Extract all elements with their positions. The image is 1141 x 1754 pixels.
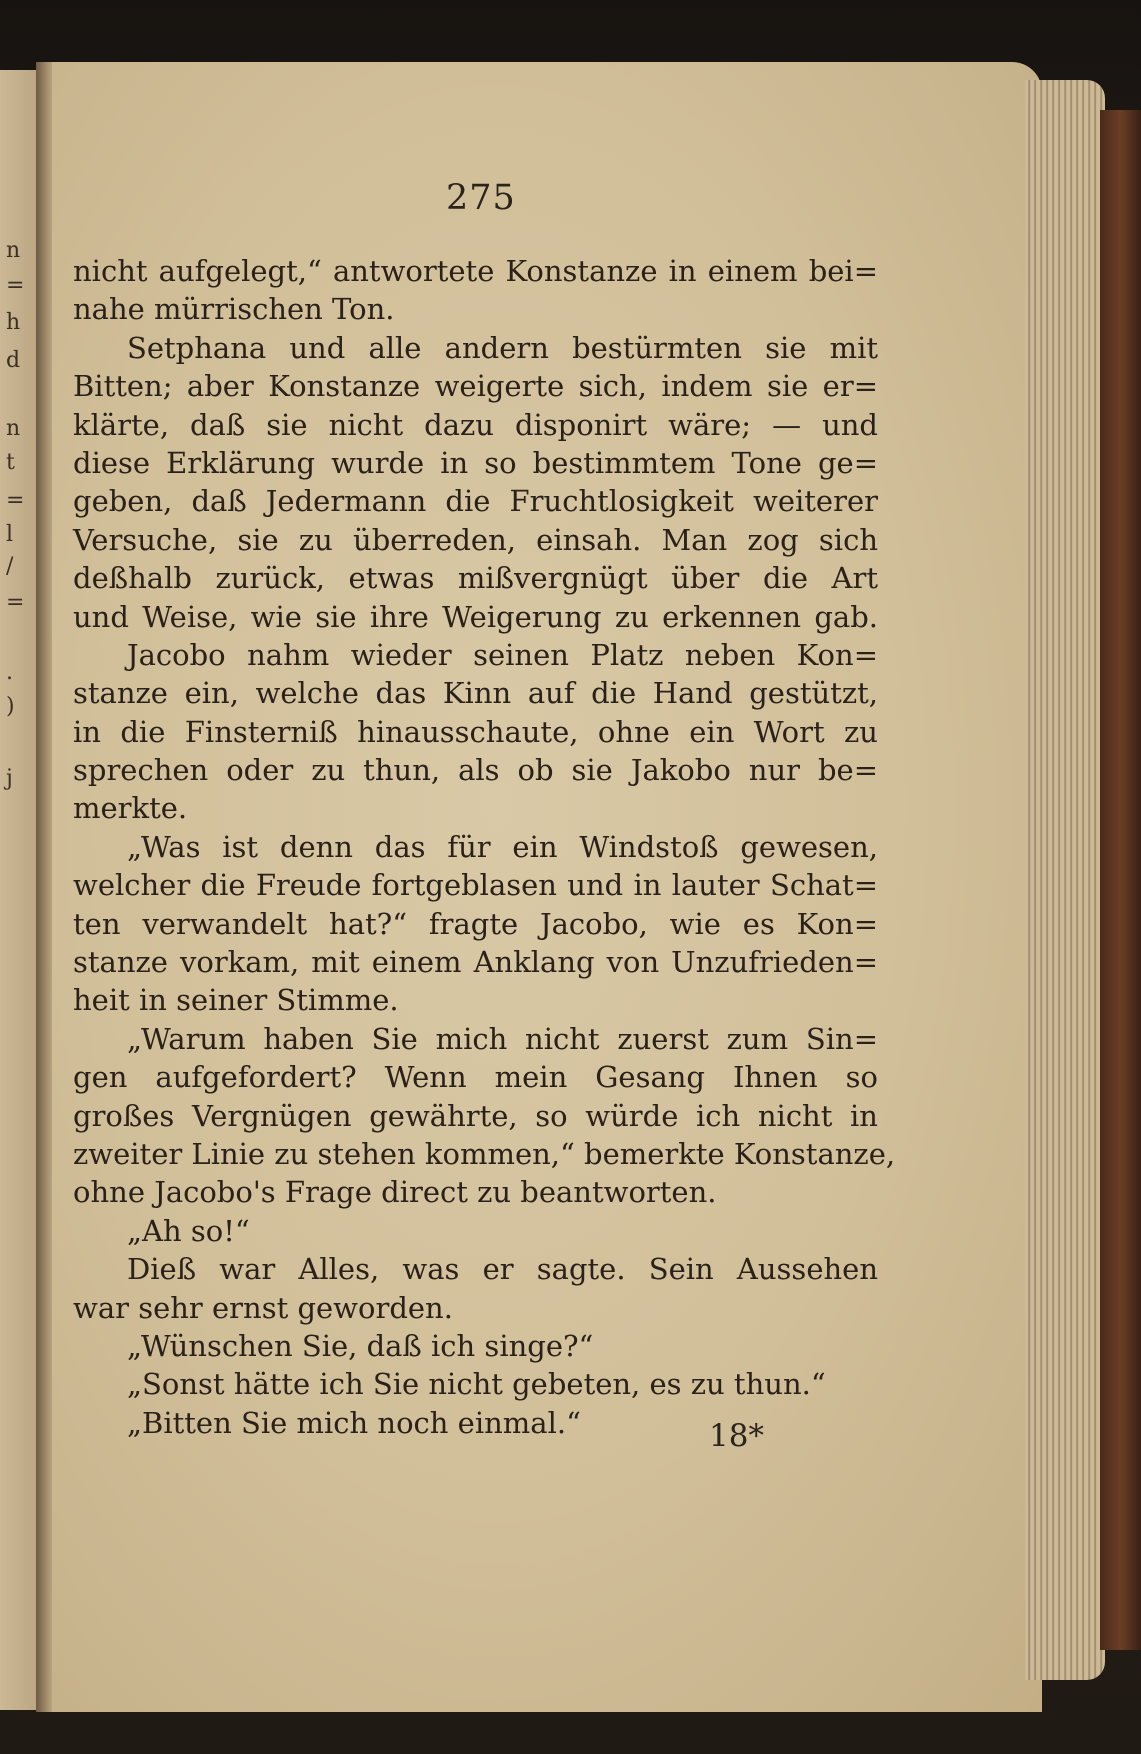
signature-mark: 18* bbox=[709, 1418, 764, 1454]
text-line: „Sonst hätte ich Sie nicht gebeten, es zu thun.“ bbox=[127, 1367, 826, 1402]
margin-fragment: j bbox=[6, 766, 13, 791]
text-line: Bitten; aber Konstanze weigerte sich, indem sie er= bbox=[73, 369, 878, 404]
page-number: 275 bbox=[446, 178, 516, 218]
text-line: Jacobo nahm wieder seinen Platz neben Kon= bbox=[127, 637, 878, 672]
text-line: klärte, daß sie nicht dazu disponirt wäre; — und bbox=[73, 407, 878, 442]
text-line: „Wünschen Sie, daß ich singe?“ bbox=[127, 1328, 594, 1363]
text-line: welcher die Freude fortgeblasen und in lauter Schat= bbox=[73, 868, 878, 903]
margin-fragment: = bbox=[6, 273, 25, 298]
margin-fragment: t bbox=[6, 450, 15, 475]
text-line: gen aufgefordert? Wenn mein Gesang Ihnen so bbox=[73, 1060, 878, 1095]
page-edges bbox=[1025, 80, 1105, 1680]
text-line: ten verwandelt hat?“ fragte Jacobo, wie es Kon= bbox=[73, 906, 878, 941]
margin-fragment: = bbox=[6, 488, 25, 513]
text-line: „Bitten Sie mich noch einmal.“ bbox=[127, 1405, 581, 1440]
text-line: stanze vorkam, mit einem Anklang von Unzufrieden= bbox=[73, 945, 878, 980]
text-line: ohne Jacobo's Frage direct zu beantworten. bbox=[73, 1175, 717, 1210]
text-line: großes Vergnügen gewährte, so würde ich nicht in bbox=[73, 1098, 878, 1133]
text-line: und Weise, wie sie ihre Weigerung zu erkennen gab. bbox=[73, 599, 878, 634]
text-line: diese Erklärung wurde in so bestimmtem Tone ge= bbox=[73, 445, 878, 480]
margin-fragment: n bbox=[6, 416, 21, 441]
margin-fragment: n bbox=[6, 238, 21, 263]
text-line: Setphana und alle andern bestürmten sie mit bbox=[127, 330, 878, 365]
text-line: sprechen oder zu thun, als ob sie Jakobo nur be= bbox=[73, 753, 878, 788]
margin-fragment: = bbox=[6, 590, 25, 615]
margin-fragment: ) bbox=[6, 694, 15, 719]
text-line: „Ah so!“ bbox=[127, 1213, 250, 1248]
left-page-edge bbox=[0, 70, 40, 1710]
margin-fragment: d bbox=[6, 348, 21, 373]
margin-fragment: h bbox=[6, 310, 21, 335]
body-text bbox=[73, 252, 896, 1442]
text-line: „Warum haben Sie mich nicht zuerst zum Sin= bbox=[127, 1021, 878, 1056]
left-margin-fragments bbox=[6, 70, 32, 1710]
text-line: Versuche, sie zu überreden, einsah. Man zog sich bbox=[73, 522, 878, 557]
text-line: geben, daß Jedermann die Fruchtlosigkeit weiterer bbox=[73, 484, 878, 519]
margin-fragment: . bbox=[6, 660, 13, 685]
text-line: Dieß war Alles, was er sagte. Sein Aussehen bbox=[127, 1252, 878, 1287]
text-line: nicht aufgelegt,“ antwortete Konstanze in einem bei= bbox=[73, 254, 878, 288]
text-line: merkte. bbox=[73, 791, 188, 826]
book-cover-edge bbox=[1100, 110, 1141, 1650]
text-line: in die Finsterniß hinausschaute, ohne ein Wort zu bbox=[73, 714, 878, 749]
margin-fragment: / bbox=[6, 554, 14, 579]
margin-fragment: l bbox=[6, 522, 14, 547]
text-line: war sehr ernst geworden. bbox=[73, 1290, 453, 1325]
text-line: „Was ist denn das für ein Windstoß gewesen, bbox=[127, 829, 878, 864]
text-line: deßhalb zurück, etwas mißvergnügt über die Art bbox=[73, 561, 878, 596]
text-line: nahe mürrischen Ton. bbox=[73, 292, 395, 327]
text-line: stanze ein, welche das Kinn auf die Hand gestützt, bbox=[73, 676, 878, 711]
text-line: zweiter Linie zu stehen kommen,“ bemerkte Konstanze, bbox=[73, 1136, 896, 1171]
text-line: heit in seiner Stimme. bbox=[73, 983, 399, 1018]
